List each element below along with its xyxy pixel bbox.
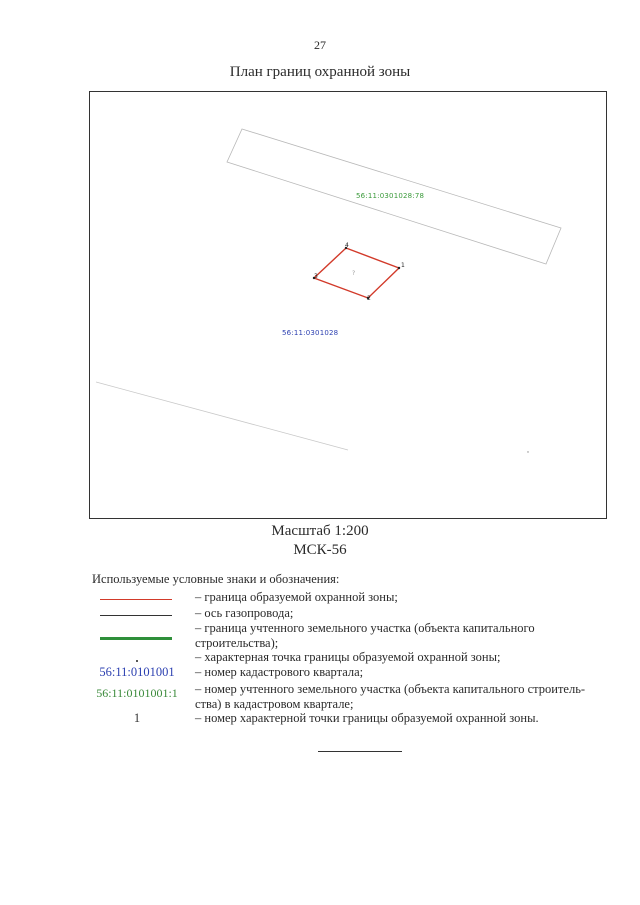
parcel-number-label: 56:11:0301028:78: [356, 192, 425, 200]
point-number-sample: 1: [133, 711, 141, 725]
quarter-number-sample: 56:11:0101001: [99, 665, 175, 679]
map-frame: [89, 91, 607, 519]
point-label-4: 4: [345, 242, 349, 249]
plan-title: План границ охранной зоны: [229, 64, 411, 80]
legend-text: – номер учтенного земельного участка (объекта капитального строитель-ства) в кадастровом квартале;: [195, 682, 586, 711]
zone-point-1: [398, 267, 400, 269]
legend-symbol: [90, 711, 184, 726]
red-line-symbol: [100, 599, 172, 600]
legend-text: – характерная точка границы образуемой охранной зоны;: [195, 650, 501, 664]
scale-block: [0, 522, 640, 560]
map-drawing: [90, 92, 606, 518]
area-mark: ?: [352, 270, 356, 277]
coordinate-system: МСК-56: [293, 542, 347, 558]
scale-text: Масштаб 1:200: [271, 523, 369, 539]
legend-text: – граница образуемой охранной зоны;: [195, 590, 398, 604]
point-marker-symbol: [136, 660, 138, 662]
black-line-symbol: [100, 615, 172, 616]
legend-text: – ось газопровода;: [195, 606, 294, 620]
page-number: 27: [314, 38, 326, 52]
quarter-number-label: 56:11:0301028: [282, 329, 339, 337]
point-label-2: 2: [367, 295, 371, 302]
legend-text: – номер характерной точки границы образуемой охранной зоны.: [195, 711, 539, 725]
protection-zone-boundary: [314, 248, 399, 298]
end-divider: [318, 751, 402, 752]
point-label-3: 3: [314, 273, 318, 280]
legend-text: – номер кадастрового квартала;: [195, 665, 364, 679]
quarter-line: [96, 382, 348, 450]
parcel-number-sample: 56:11:0101001:1: [96, 686, 178, 700]
legend-text: – граница учтенного земельного участка (объекта капитального строительства);: [195, 621, 535, 650]
legend-symbol: [90, 686, 184, 701]
point-label-1: 1: [401, 262, 405, 269]
green-line-symbol: [100, 637, 172, 640]
survey-dot: [527, 451, 528, 452]
legend-symbol: [90, 665, 184, 680]
legend-heading: Используемые условные знаки и обозначения:: [92, 572, 340, 586]
